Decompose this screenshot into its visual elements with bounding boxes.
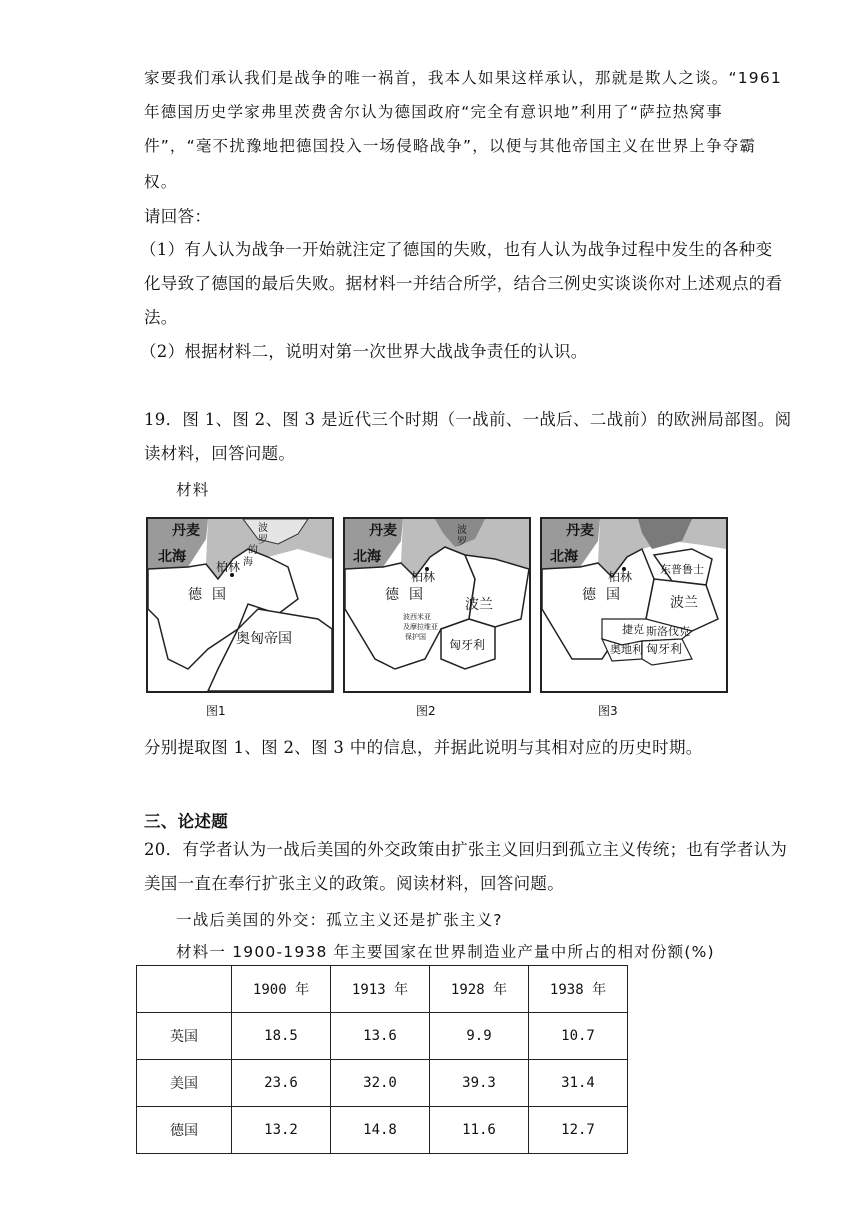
map3-germany-1: 德 (582, 587, 596, 603)
table-cell: 23.6 (232, 1060, 331, 1107)
map2-bohemia-2: 及摩拉维亚 (403, 623, 438, 631)
table-header-cell (137, 966, 232, 1013)
question-1-line-1: （1）有人认为战争一开始就注定了德国的失败，也有人认为战争过程中发生的各种变 (140, 240, 773, 259)
table-cell: 14.8 (331, 1107, 430, 1154)
material-1-caption: 材料一 1900-1938 年主要国家在世界制造业产量中所占的相对份额(%) (176, 943, 715, 961)
map1-germany-1: 德 (188, 587, 202, 603)
map3-east-prussia: 东普鲁士 (660, 563, 704, 576)
map2-baltic-1: 波 (457, 525, 467, 536)
manufacturing-share-table (136, 965, 628, 1154)
map2-berlin: 柏林 (411, 570, 436, 584)
question-2: （2）根据材料二，说明对第一次世界大战战争责任的认识。 (140, 342, 588, 361)
table-cell: 18.5 (232, 1013, 331, 1060)
map1-berlin: 柏林 (216, 560, 241, 574)
map2-bohemia-3: 保护国 (405, 633, 426, 641)
table-cell: 39.3 (430, 1060, 529, 1107)
text-line-4: 权。 (144, 173, 178, 191)
table-cell: 12.7 (529, 1107, 628, 1154)
figure-2-caption: 图2 (416, 704, 436, 718)
prompt-please-answer: 请回答： (144, 207, 212, 226)
text-line-3: 件”，“毫不扰豫地把德国投入一场侵略战争”，以便与其他帝国主义在世界上争夺霸 (144, 137, 757, 155)
map2-hungary: 匈牙利 (449, 638, 486, 652)
map3-north-sea: 北海 (550, 549, 578, 565)
map-figure-3 (540, 517, 728, 693)
map3-slovakia: 斯洛伐克 (646, 625, 690, 638)
table-row-label: 英国 (137, 1013, 232, 1060)
map1-austria-hungary: 奥匈帝国 (236, 631, 292, 647)
map1-baltic-2: 罗 (258, 535, 268, 546)
map3-austria: 奥地利 (610, 643, 643, 656)
table-cell: 31.4 (529, 1060, 628, 1107)
question-1-line-3: 法。 (144, 308, 178, 327)
table-row (137, 1107, 628, 1154)
table-header-cell: 1928 年 (430, 966, 529, 1013)
table-header-cell: 1900 年 (232, 966, 331, 1013)
table-row-label: 德国 (137, 1107, 232, 1154)
map-figure-1 (146, 517, 334, 693)
map2-denmark: 丹麦 (369, 523, 397, 539)
map2-baltic-2: 罗 (457, 537, 467, 548)
table-header-row (137, 966, 628, 1013)
map1-baltic-1: 波 (258, 523, 268, 534)
map1-germany-2: 国 (212, 587, 226, 603)
table-cell: 9.9 (430, 1013, 529, 1060)
map-figure-1-svg (148, 519, 332, 691)
map2-bohemia-1: 波西米亚 (403, 613, 431, 621)
map3-denmark: 丹麦 (566, 523, 594, 539)
material-subtitle: 一战后美国的外交：孤立主义还是扩张主义? (176, 911, 503, 929)
table-cell: 13.2 (232, 1107, 331, 1154)
section-heading: 三、论述题 (144, 812, 228, 831)
map1-baltic-4: 海 (243, 557, 253, 568)
map-figure-3-svg (542, 519, 726, 691)
map1-denmark: 丹麦 (172, 523, 200, 539)
question-20-line-2: 美国一直在奉行扩张主义的政策。阅读材料，回答问题。 (144, 874, 564, 893)
map3-germany-2: 国 (606, 587, 620, 603)
map2-germany-2: 国 (409, 587, 423, 603)
table-header-cell: 1938 年 (529, 966, 628, 1013)
question-20-line-1: 20．有学者认为一战后美国的外交政策由扩张主义回归到孤立主义传统；也有学者认为 (144, 840, 788, 859)
map2-germany-1: 德 (385, 587, 399, 603)
question-19-task: 分别提取图 1、图 2、图 3 中的信息，并据此说明与其相对应的历史时期。 (144, 738, 703, 757)
question-19-line-1: 19．图 1、图 2、图 3 是近代三个时期（一战前、一战后、二战前）的欧洲局部图。阅 (144, 410, 792, 429)
map2-north-sea: 北海 (353, 549, 381, 565)
text-line-2: 年德国历史学家弗里茨费舍尔认为德国政府“完全有意识地”利用了“萨拉热窝事 (144, 103, 723, 121)
figure-3-caption: 图3 (598, 704, 618, 718)
table-cell: 11.6 (430, 1107, 529, 1154)
table-header-cell: 1913 年 (331, 966, 430, 1013)
map1-north-sea: 北海 (158, 549, 186, 565)
material-label: 材料 (176, 481, 210, 499)
map2-poland: 波兰 (465, 597, 493, 613)
map-figure-2 (343, 517, 531, 693)
figure-1-caption: 图1 (206, 704, 226, 718)
map-figure-2-svg (345, 519, 529, 691)
table-cell: 13.6 (331, 1013, 430, 1060)
map3-poland: 波兰 (670, 595, 698, 611)
map3-hungary: 匈牙利 (646, 642, 683, 656)
table-cell: 32.0 (331, 1060, 430, 1107)
table-row (137, 1013, 628, 1060)
map3-czech: 捷克 (622, 623, 644, 636)
map1-baltic-3: 的 (248, 545, 258, 556)
text-line-1: 家要我们承认我们是战争的唯一祸首，我本人如果这样承认，那就是欺人之谈。“1961 (144, 69, 782, 87)
question-1-line-2: 化导致了德国的最后失败。据材料一并结合所学，结合三例史实谈谈你对上述观点的看 (144, 274, 783, 293)
map3-berlin: 柏林 (608, 570, 633, 584)
table-row (137, 1060, 628, 1107)
question-19-line-2: 读材料，回答问题。 (144, 444, 296, 463)
table-cell: 10.7 (529, 1013, 628, 1060)
table-row-label: 美国 (137, 1060, 232, 1107)
